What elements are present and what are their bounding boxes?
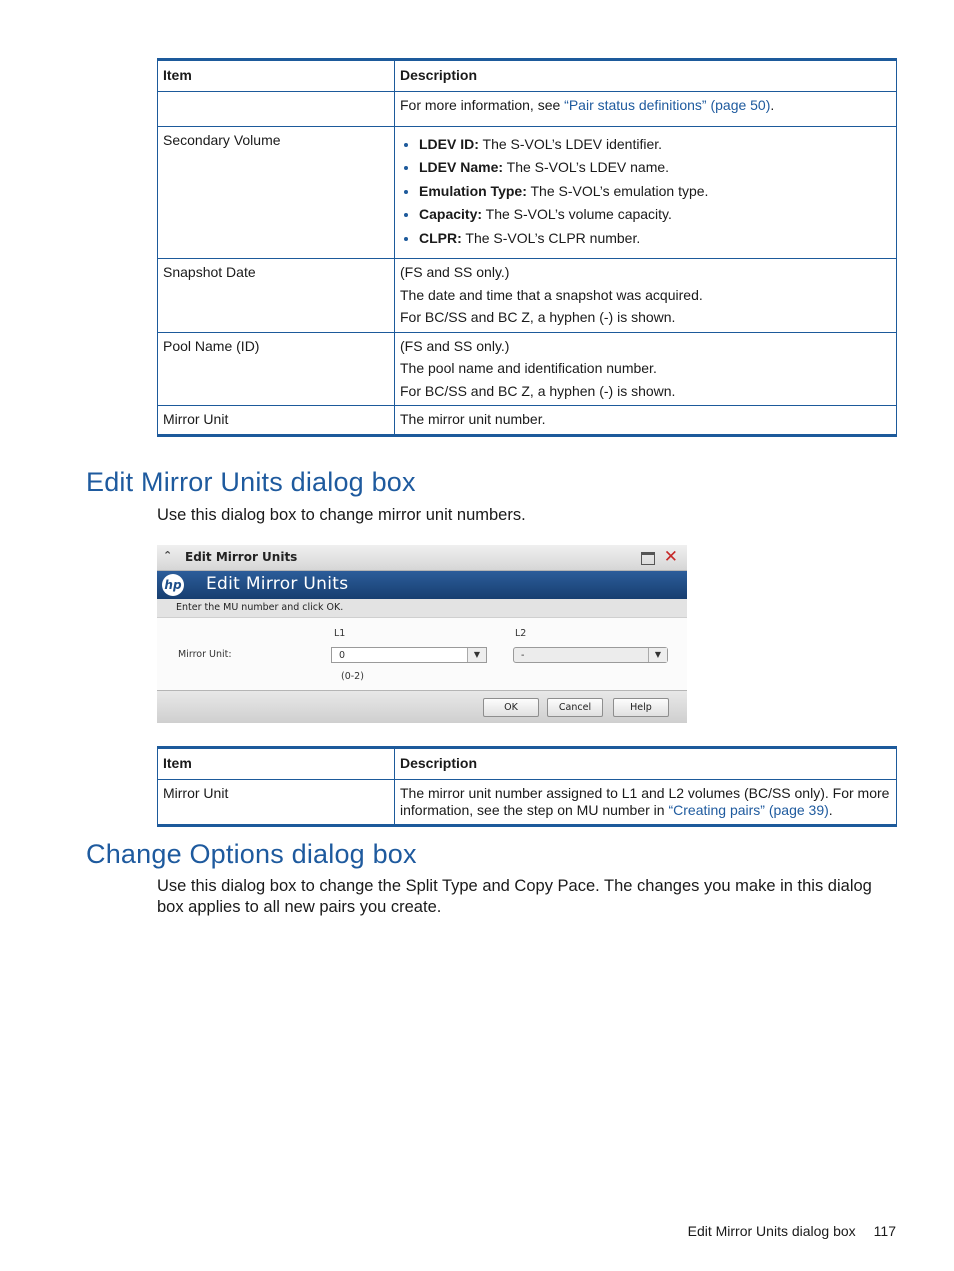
table-row	[158, 406, 897, 436]
bullet-text: The S-VOL’s LDEV name.	[503, 159, 670, 175]
chevron-down-icon[interactable]: ▼	[467, 648, 486, 662]
description-text: .	[828, 801, 833, 818]
dialog-window-title: Edit Mirror Units	[185, 550, 298, 564]
dialog-footer	[157, 690, 687, 723]
mirror-unit-table	[157, 746, 897, 827]
l2-selected-value: -	[521, 650, 525, 661]
l1-mirror-unit-select[interactable]	[331, 647, 487, 663]
item-cell: Secondary Volume	[158, 126, 395, 259]
description-line: For BC/SS and BC Z, a hyphen (-) is shown.	[400, 382, 676, 399]
bullet-list	[400, 136, 891, 248]
mirror-unit-label: Mirror Unit:	[178, 649, 232, 660]
ok-button[interactable]: OK	[483, 698, 539, 717]
creating-pairs-link[interactable]: “Creating pairs” (page 39)	[668, 801, 829, 818]
table-row	[158, 91, 897, 126]
item-cell: Snapshot Date	[158, 259, 395, 333]
description-line: (FS and SS only.)	[400, 264, 510, 280]
page-footer	[688, 1223, 896, 1239]
bullet-text: The S-VOL’s LDEV identifier.	[478, 135, 663, 152]
item-description-table	[157, 58, 897, 437]
maximize-icon[interactable]	[641, 552, 655, 565]
cancel-button[interactable]: Cancel	[547, 698, 603, 717]
edit-mirror-units-dialog	[157, 545, 687, 723]
table-row	[158, 779, 897, 825]
bullet-term: Capacity:	[419, 206, 483, 222]
l1-selected-value: 0	[339, 650, 346, 661]
table-row	[158, 259, 897, 333]
header-description: Description	[395, 748, 897, 780]
banner-title: Edit Mirror Units	[206, 574, 349, 594]
description-line: The date and time that a snapshot was acquired.	[400, 286, 703, 303]
section-heading: Change Options dialog box	[86, 839, 417, 869]
bullet-text: The S-VOL’s emulation type.	[526, 182, 709, 199]
bullet-text: The S-VOL’s volume capacity.	[482, 206, 672, 222]
table-row	[158, 126, 897, 259]
description-cell	[395, 259, 897, 333]
dialog-banner	[157, 571, 687, 599]
item-cell	[158, 91, 395, 126]
dialog-title-bar	[157, 545, 687, 571]
description-cell: The mirror unit number.	[395, 406, 897, 436]
list-item	[419, 183, 891, 201]
description-cell	[395, 779, 897, 825]
footer-title: Edit Mirror Units dialog box	[687, 1223, 856, 1239]
description-line: The pool name and identification number.	[400, 360, 657, 376]
section-heading: Edit Mirror Units dialog box	[86, 467, 416, 497]
pair-status-link[interactable]: “Pair status definitions” (page 50)	[564, 96, 771, 113]
description-line: For BC/SS and BC Z, a hyphen (-) is shown.	[400, 309, 676, 325]
bullet-text: The S-VOL’s CLPR number.	[461, 229, 641, 246]
section-intro: Use this dialog box to change the Split Type and Copy Pace. The changes you make in this dialog box applies to all new pairs you create.	[157, 877, 872, 916]
bullet-term: Emulation Type:	[419, 182, 527, 199]
list-item	[419, 136, 891, 154]
section-intro: Use this dialog box to change mirror unit numbers.	[157, 506, 526, 524]
bullet-term: LDEV ID:	[419, 135, 479, 152]
l2-mirror-unit-select[interactable]	[513, 647, 668, 663]
item-cell: Mirror Unit	[158, 406, 395, 436]
list-item	[419, 230, 891, 248]
hp-logo: hp	[162, 574, 184, 596]
description-text: For more information, see	[400, 96, 565, 113]
dialog-body	[157, 618, 687, 693]
table-header-row	[158, 748, 897, 780]
close-icon[interactable]: ✕	[663, 547, 678, 567]
item-cell: Mirror Unit	[158, 779, 395, 825]
header-item: Item	[158, 748, 395, 780]
page-number: 117	[873, 1223, 896, 1239]
header-item: Item	[158, 60, 395, 92]
column-label-l2: L2	[515, 628, 527, 639]
bullet-term: CLPR:	[419, 229, 462, 246]
table-header-row	[158, 60, 897, 92]
header-description: Description	[395, 60, 897, 92]
description-cell	[395, 126, 897, 259]
help-button[interactable]: Help	[613, 698, 669, 717]
chevron-down-icon[interactable]: ▼	[648, 648, 667, 662]
list-item	[419, 206, 891, 224]
description-line: (FS and SS only.)	[400, 337, 510, 354]
column-label-l1: L1	[334, 628, 346, 639]
description-cell	[395, 332, 897, 406]
table-row	[158, 332, 897, 406]
l1-range-hint: (0-2)	[341, 671, 364, 682]
dialog-instruction: Enter the MU number and click OK.	[157, 599, 687, 618]
collapse-chevron-icon[interactable]: ⌃	[163, 549, 173, 562]
description-text: .	[770, 96, 775, 113]
description-cell	[395, 91, 897, 126]
bullet-term: LDEV Name:	[419, 159, 504, 175]
item-cell: Pool Name (ID)	[158, 332, 395, 406]
description-text: The mirror unit number assigned to L1 and L2 volumes (BC/SS only). For more information, see the step on MU number in	[400, 784, 890, 818]
list-item	[419, 159, 891, 177]
